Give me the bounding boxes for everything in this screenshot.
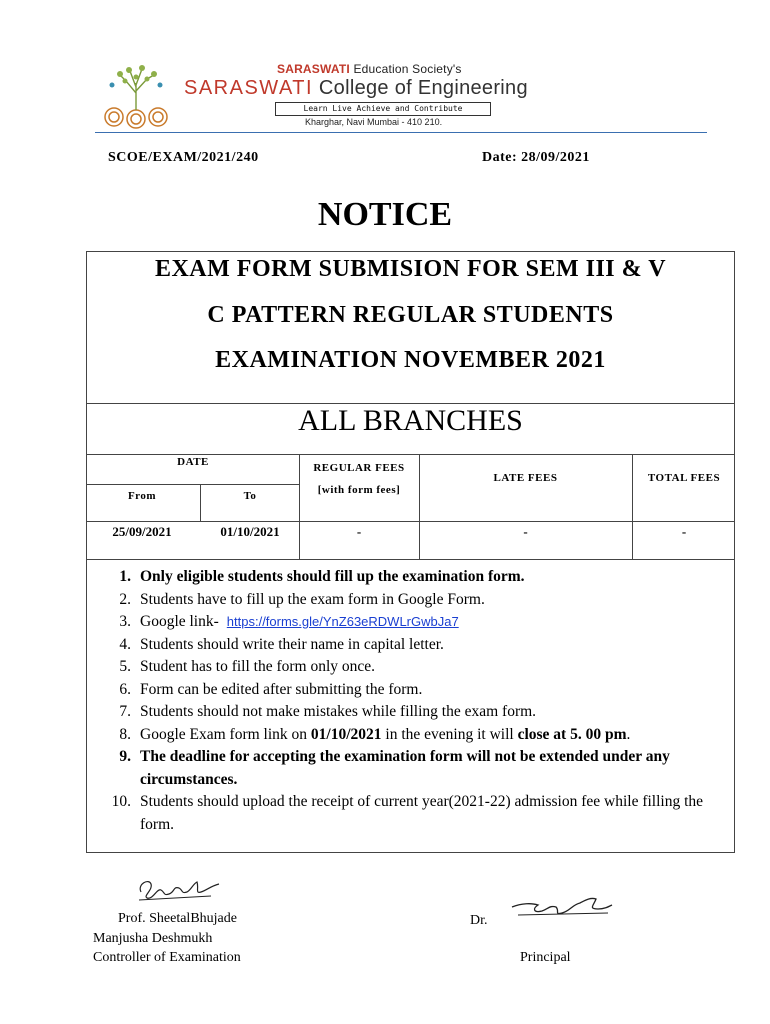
heading-line-2: C PATTERN REGULAR STUDENTS [207, 302, 614, 328]
table-rule [87, 521, 734, 522]
heading-line-1: EXAM FORM SUBMISION FOR SEM III & V [154, 256, 667, 282]
table-rule [632, 454, 633, 560]
list-item: 6. Form can be edited after submitting the form. [119, 680, 423, 698]
to-date-cell: 01/10/2021 [220, 524, 280, 539]
principal-designation: Principal [520, 950, 571, 965]
list-item: 8. Google Exam form link on 01/10/2021 in the evening it will close at 5. 00 pm. [119, 725, 631, 743]
controller-designation: Controller of Examination [93, 950, 241, 965]
list-item: 1. Only eligible students should fill up the examination form. [119, 568, 525, 585]
regular-fees-subheader: [with form fees] [317, 484, 401, 496]
branches-label: ALL BRANCHES [298, 404, 523, 437]
header-divider [95, 132, 707, 133]
instructions-list [87, 566, 734, 836]
list-item: 4. Students should write their name in capital letter. [119, 635, 444, 653]
list-item: 9. The deadline for accepting the examination form will not be extended under any circumstances. [119, 748, 670, 788]
table-rule [419, 454, 420, 560]
from-date-cell: 25/09/2021 [112, 524, 172, 539]
list-item: 3. Google link- https://forms.gle/YnZ63eRDWLrGwbJa7 [119, 613, 459, 630]
college-address: Kharghar, Navi Mumbai - 410 210. [305, 117, 443, 127]
from-header: From [127, 490, 157, 502]
late-fees-header: LATE FEES [493, 472, 558, 484]
college-logo [100, 63, 180, 131]
notice-title: NOTICE [317, 196, 453, 233]
google-form-link[interactable]: https://forms.gle/YnZ63eRDWLrGwbJa7 [226, 614, 459, 629]
total-fees-cell: - [681, 524, 687, 539]
society-name: SARASWATI Education Society's [277, 62, 462, 76]
list-item: 5. Student has to fill the form only once. [119, 658, 376, 675]
college-name: SARASWATI College of Engineering [184, 77, 528, 99]
to-header: To [243, 490, 257, 502]
notice-box [86, 251, 735, 853]
late-fees-cell: - [523, 524, 528, 539]
principal-signature [508, 893, 616, 925]
date-header: DATE [177, 456, 209, 468]
notice-date: Date: 28/09/2021 [482, 150, 590, 165]
principal-title: Dr. [470, 913, 488, 928]
controller-name-line-1: Prof. SheetalBhujade [118, 911, 237, 926]
list-item: 7. Students should not make mistakes while filling the exam form. [119, 703, 537, 720]
list-item: 10. Students should upload the receipt of current year(2021-22) admission fee while filling the form. [111, 793, 704, 833]
list-item: 2. Students have to fill up the exam form in Google Form. [119, 590, 485, 608]
controller-signature [133, 870, 225, 904]
heading-line-3: EXAMINATION NOVEMBER 2021 [215, 347, 606, 373]
divider [87, 454, 734, 455]
regular-fees-cell: - [356, 524, 362, 539]
table-rule [87, 484, 300, 485]
total-fees-header: TOTAL FEES [647, 472, 721, 484]
regular-fees-header: REGULAR FEES [313, 462, 405, 474]
college-tagline: Learn Live Achieve and Contribute [275, 102, 491, 116]
table-rule [87, 559, 734, 560]
reference-number: SCOE/EXAM/2021/240 [108, 150, 259, 165]
controller-name-line-2: Manjusha Deshmukh [93, 931, 213, 946]
